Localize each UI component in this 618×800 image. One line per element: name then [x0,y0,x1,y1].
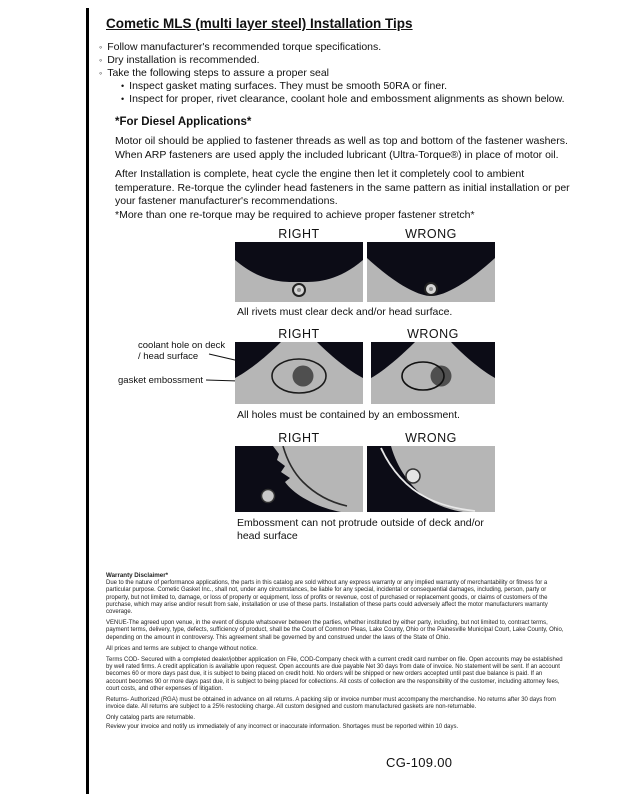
rivet-clearance-right-diagram [235,242,363,302]
page-title: Cometic MLS (multi layer steel) Installation Tips [106,16,413,31]
warranty-disclaimer-heading: Warranty Disclaimer* [106,572,169,579]
rivet-caption: All rivets must clear deck and/or head surface. [237,306,453,318]
diesel-paragraph-2: After Installation is complete, heat cycle the engine then let it completely cool to ambient temperature. Re-torque the cylinder head fasteners in the same pattern as initial installation or per your fastener manufacturer's recommendations. [115,168,570,207]
wrong-label-row1: WRONG [405,227,457,241]
right-label-row3: RIGHT [278,431,320,445]
page-edge-rule [86,8,89,794]
rivet-wrong-svg [367,242,495,302]
right-label-row1: RIGHT [278,227,320,241]
legal-paragraph: Review your invoice and notify us immediately of any incorrect or inaccurate information. Shortages must be reported within 10 days. [106,723,459,730]
diesel-paragraph-1: Motor oil should be applied to fastener threads as well as top and bottom of the fastener washers. When ARP fasteners are used apply the included lubricant (Ultra-Torque®) in place of motor oil. [115,135,568,161]
legal-block [106,572,564,732]
tip-text: Follow manufacturer's recommended torque specifications. [107,41,382,53]
coolant-hole-wrong-diagram [371,342,495,404]
rivet-clearance-wrong-diagram [367,242,495,302]
tip-bullet [99,67,329,80]
tip-sub-bullet [121,93,565,106]
legal-paragraph: VENUE-The agreed upon venue, in the event of dispute whatsoever between the parties, whether instituted by either party, including, but not limited to, contract terms, payment terms, delivery, type, defects, sufficiency of product, shall be the Court of Common Pleas, Lake County, Ohio or the Painesville Municipal Court, Lake County, Ohio, depending on the amount in controversy. This agreement shall be governed by and construed under the laws of the State of Ohio. [106,620,564,641]
embossment-right-diagram [235,446,363,512]
coolant-right-svg [235,342,363,404]
sub-bullet-icon: • [121,81,125,91]
legal-paragraph: All prices and terms are subject to change without notice. [106,645,258,652]
right-label-row2: RIGHT [278,327,320,341]
gasket-embossment-label: gasket embossment [118,375,204,386]
legal-paragraph: Due to the nature of performance applications, the parts in this catalog are sold without any express warranty or any implied warranty of merchantability or fitness for a particular purpose. Cometic Gasket Inc., shall not, under any circumstances, be liable for any special, incidental or consequential damages, including, person, party or property, but not limited to, damage, or loss of property or equipment, loss of profits or revenue, cost of purchased or replacement goods, or claims of customers of the purchase, which may arise and/or result from sale, installation or use of these parts. Installation of these parts could adversely affect the motor manufacturers warranty coverage. [106,580,548,616]
tip-text: Inspect for proper, rivet clearance, coolant hole and embossment alignments as shown below. [129,93,565,105]
rivet-right-svg [235,242,363,302]
embossment-right-svg [235,446,363,512]
holes-caption: All holes must be contained by an embossment. [237,409,460,421]
legal-paragraph: Terms COD- Secured with a completed dealer/jobber application on File, COD-Company check with a current credit card number on file. Open accounts may be established by well rated firms. A credit application is available upon request. Open accounts are due payable Net 30 days from date of invoice. No statement will be sent. If an account becomes 60 or more days past due, it is subject to being placed on credit hold. No orders will be shipped or new orders accepted until past due balance is paid. If an account becomes 90 or more days past due, it is subject to being placed for collections. All costs of collection are the responsibility of the customer, including attorney fees, court costs, and other expenses of litigation. [106,657,563,692]
tip-text: Take the following steps to assure a proper seal [107,67,329,79]
coolant-hole-right-diagram [235,342,363,404]
embossment-wrong-svg [367,446,495,512]
coolant-hole-label: coolant hole on deck / head surface [138,340,226,362]
wrong-label-row3: WRONG [405,431,457,445]
embossment-caption: Embossment can not protrude outside of deck and/or head surface [237,517,484,542]
sub-bullet-icon: • [121,94,125,104]
tip-text: Inspect gasket mating surfaces. They must be smooth 50RA or finer. [129,80,448,92]
wrong-label-row2: WRONG [407,327,459,341]
legal-paragraph: Only catalog parts are returnable. [106,715,196,722]
retorque-note: *More than one re-torque may be required to achieve proper fastener stretch* [115,209,475,221]
bullet-icon: ◦ [99,68,103,78]
tip-sub-bullet [121,80,447,93]
coolant-wrong-svg [371,342,495,404]
bullet-icon: ◦ [99,55,103,65]
tip-bullet [99,41,381,54]
tip-bullet [99,54,260,67]
bullet-icon: ◦ [99,42,103,52]
diesel-applications-heading: *For Diesel Applications* [115,116,252,128]
tip-text: Dry installation is recommended. [107,54,260,66]
catalog-code: CG-109.00 [386,755,453,770]
legal-paragraph: Returns- Authorized (RGA) must be obtained in advance on all returns. A packing slip or invoice number must accompany the merchandise. No returns after 30 days from invoice date. All returns are subject to a 25% restocking charge. All custom designed and custom manufactured gaskets are non-returnable. [106,697,556,711]
embossment-wrong-diagram [367,446,495,512]
